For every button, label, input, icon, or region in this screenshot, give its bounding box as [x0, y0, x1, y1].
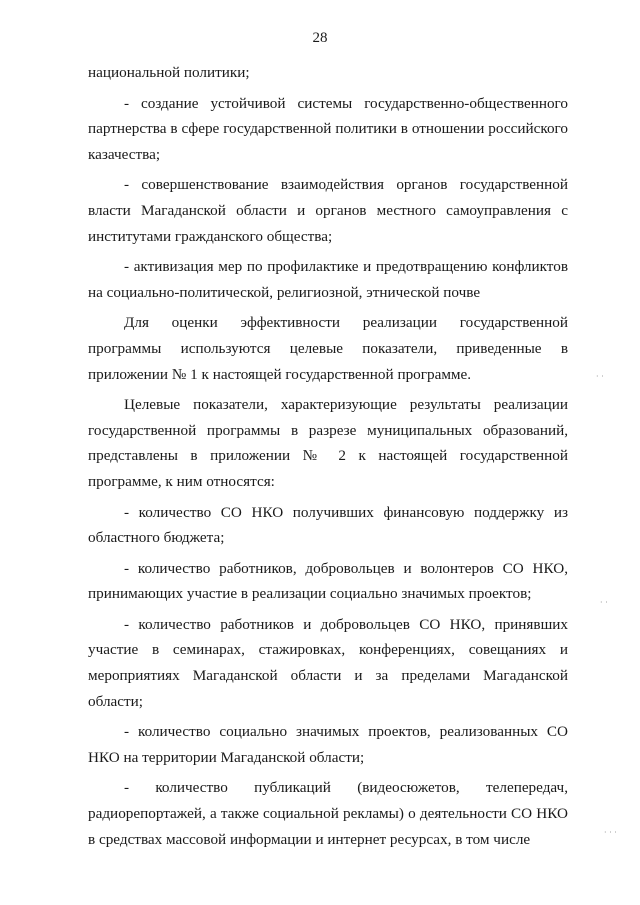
scan-artifact: · · [596, 372, 604, 381]
paragraph-continuation: национальной политики; [88, 64, 250, 81]
scan-artifact: · · · [604, 828, 617, 837]
list-item-volunteers: - количество работников, добровольцев и волонтеров СО НКО, принимающих участие в реализации социально значимых проектов; [88, 559, 568, 603]
scan-artifact: · · [600, 598, 608, 607]
list-item-partnership: - создание устойчивой системы государственно-общественного партнерства в сфере государственной политики в отношении российского казачества; [88, 94, 568, 163]
document-body [88, 60, 568, 857]
list-item-projects: - количество социально значимых проектов, реализованных СО НКО на территории Магаданской области; [88, 723, 568, 766]
list-item-publications: - количество публикаций (видеосюжетов, телепередач, радиорепортажей, а также социальной рекламы) о деятельности СО НКО в средствах массовой информации и интернет ресурсах, в том числе [88, 779, 568, 848]
paragraph-target-indicators: Целевые показатели, характеризующие результаты реализации государственной программы в разрезе муниципальных образований, представлены в приложении № 2 к настоящей государственной программе, к ним относятся: [88, 396, 568, 490]
list-item-seminars: - количество работников и добровольцев СО НКО, принявших участие в семинарах, стажировках, конференциях, совещаниях и мероприятиях Магаданской области и за пределами Магаданской области; [88, 615, 568, 710]
list-item-interaction: - совершенствование взаимодействия органов государственной власти Магаданской области и органов местного самоуправления с институтами гражданского общества; [88, 176, 568, 245]
list-item-conflict-prevention: - активизация мер по профилактике и предотвращению конфликтов на социально-политической, религиозной, этнической почве [88, 258, 568, 301]
paragraph-evaluation: Для оценки эффективности реализации государственной программы используются целевые показатели, приведенные в приложении № 1 к настоящей государственной программе. [88, 314, 568, 383]
list-item-financial-support: - количество СО НКО получивших финансовую поддержку из областного бюджета; [88, 503, 568, 547]
page-number: 28 [312, 30, 328, 46]
